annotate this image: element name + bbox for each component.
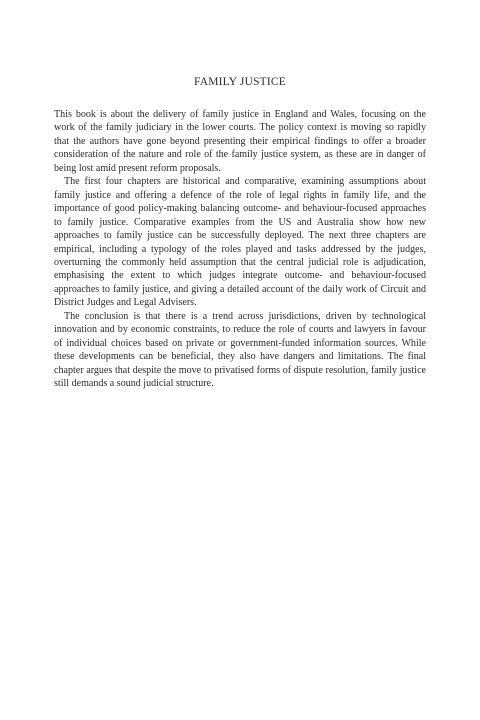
paragraph-conclusion: The conclusion is that there is a trend across jurisdictions, driven by technological innovation and by economic constraints, to reduce the role of courts and lawyers in favour of individual choices based on private or government-funded information sources. While these developments can be beneficial, they also have dangers and limitations. The final chapter argues that despite the move to privatised forms of dispute resolution, family justice still demands a sound judicial structure. (54, 310, 426, 390)
paragraph-intro: This book is about the delivery of family justice in England and Wales, focusing on the work of the family judiciary in the lower courts. The policy context is moving so rapidly that the authors have gone beyond presenting their empirical findings to offer a broader consideration of the nature and role of the family justice system, as these are in danger of being lost amid present reform proposals. (54, 109, 426, 174)
paragraph-chapters: The first four chapters are historical and comparative, examining assumptions about family justice and offering a defence of the role of legal rights in family life, and the importance of good policy-making balancing outcome- and behaviour-focused approaches to family justice. Comparative examples from the US and Australia show how new approaches to family justice can be successfully deployed. The next three chapters are empirical, including a typology of the roles played and tasks addressed by the judges, overturning the commonly held assumption that the central judicial role is adjudication, emphasising the extent to which judges integrate outcome- and behaviour-focused approaches to family justice, and giving a detailed account of the daily work of Circuit and District Judges and Legal Advisers. (54, 176, 426, 309)
page-title: FAMILY JUSTICE (193, 76, 287, 88)
body-text (54, 108, 426, 391)
